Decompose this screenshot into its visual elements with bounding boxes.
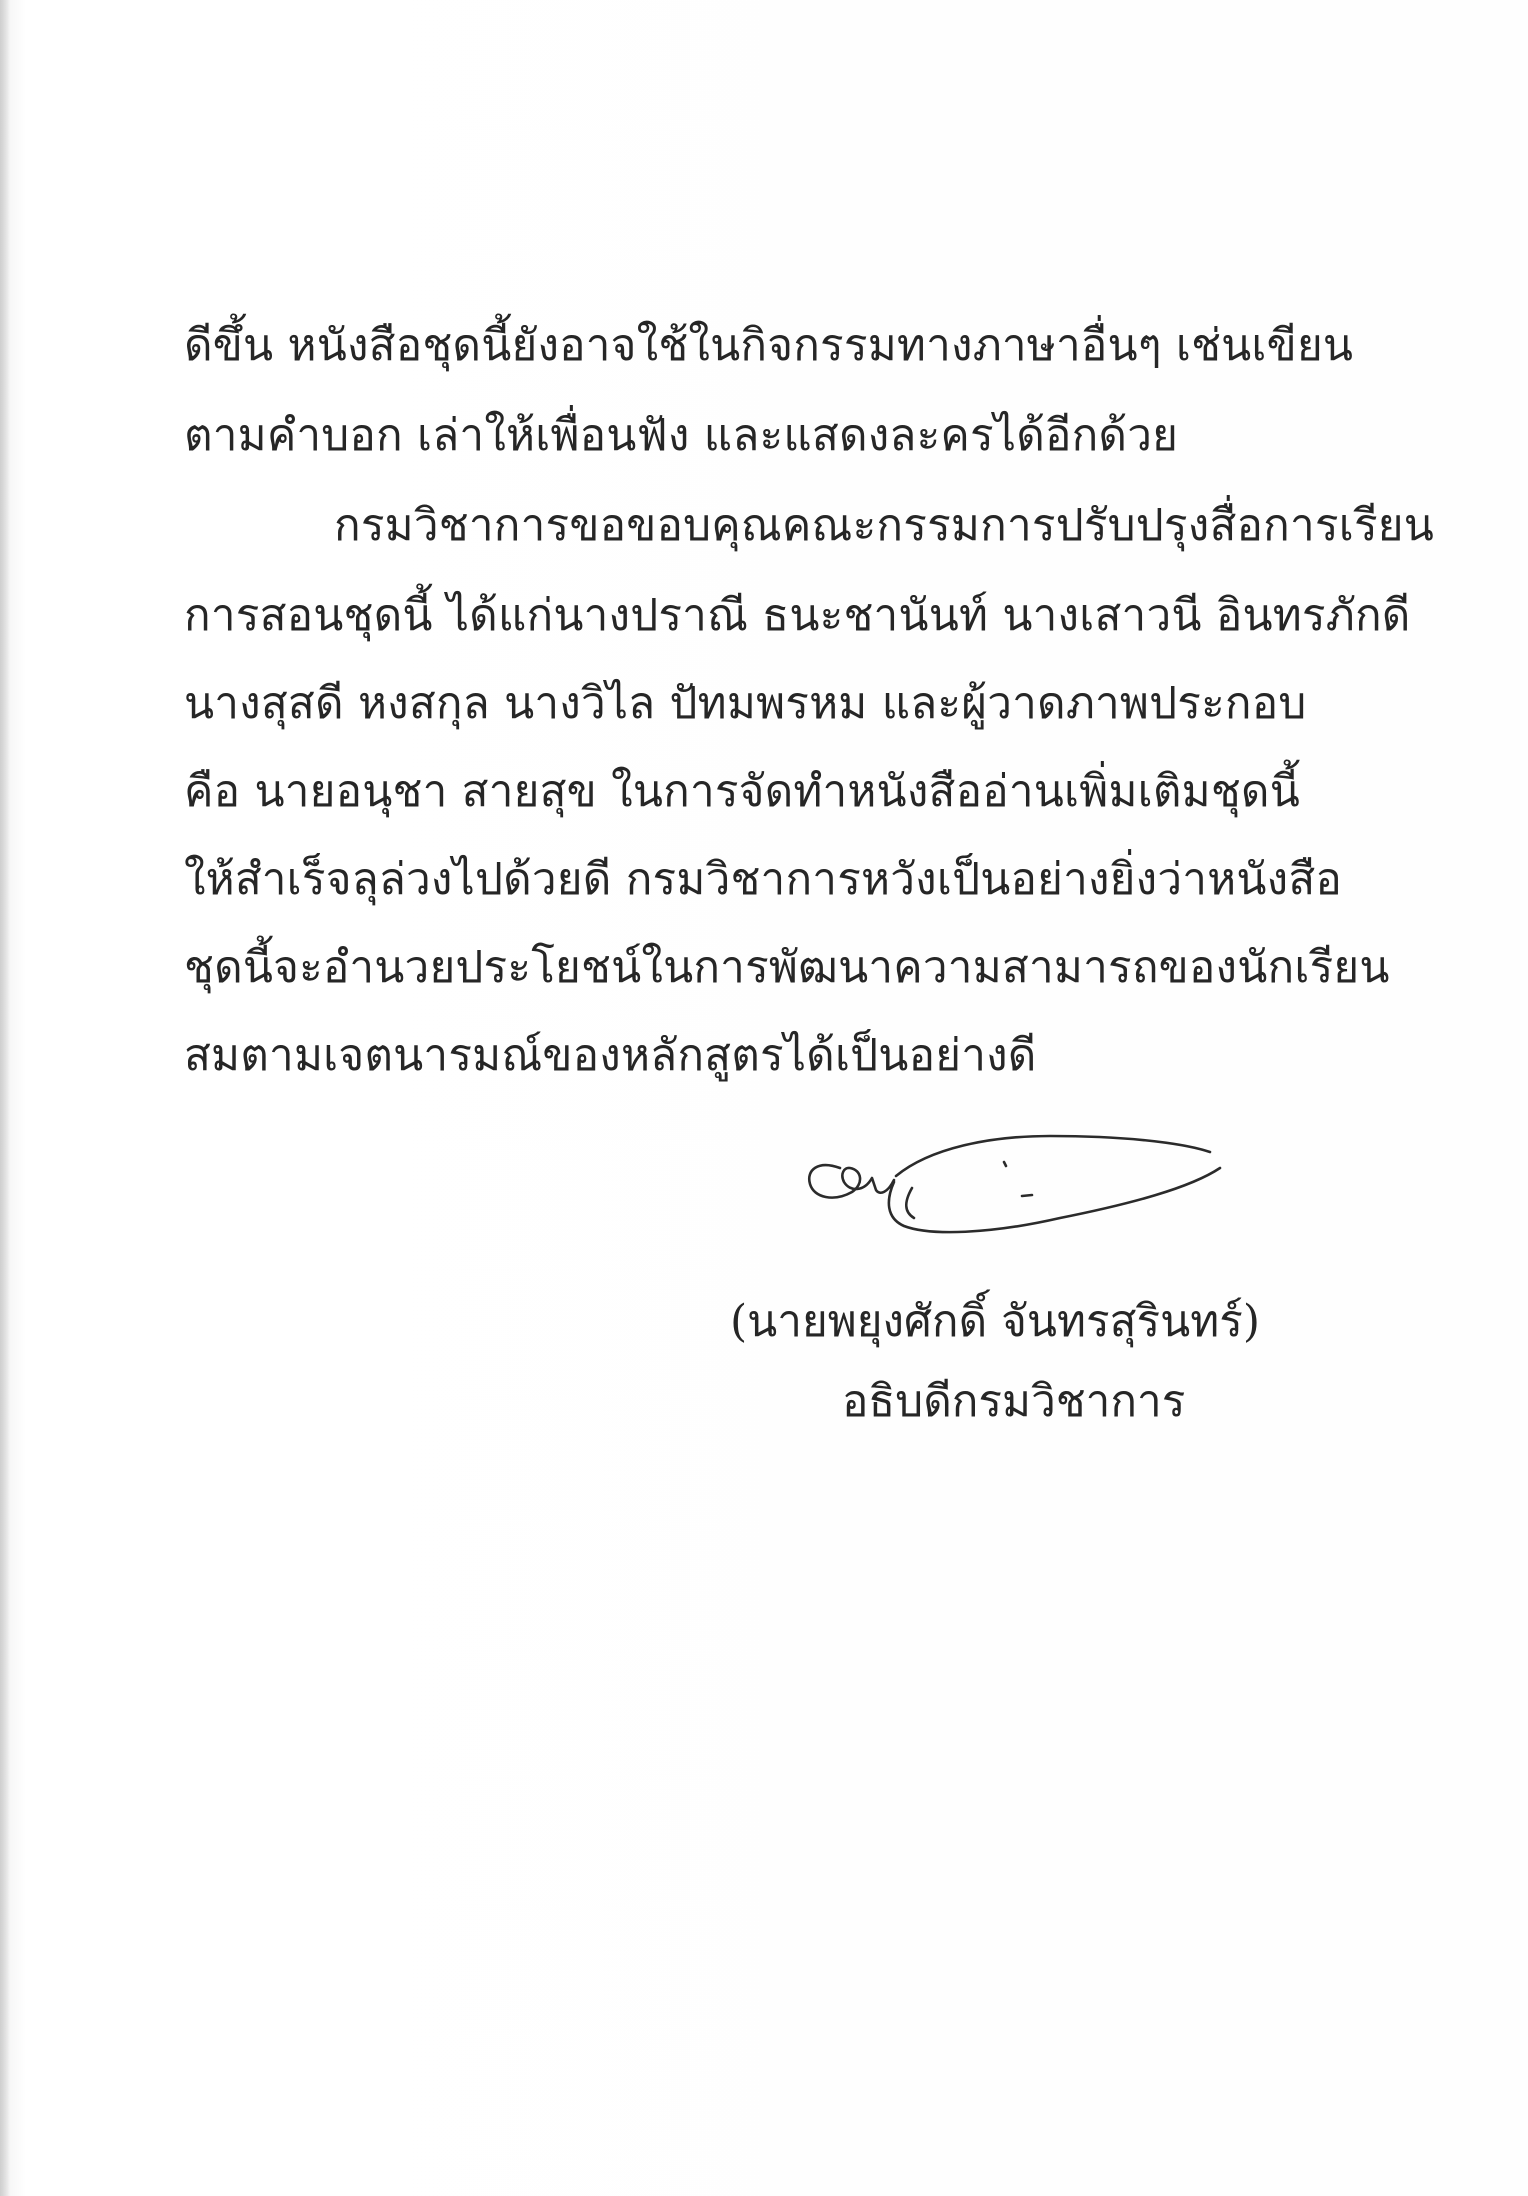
page-binding-shadow [0, 0, 10, 2196]
handwritten-signature [800, 1108, 1240, 1248]
body-line-5: นางสุสดี หงสกุล นางวิไล ปัทมพรหม และผู้วาดภาพประกอบ [184, 678, 1307, 729]
body-line-4: การสอนชุดนี้ ได้แก่นางปราณี ธนะชานันท์ นางเสาวนี อินทรภักดี [184, 590, 1411, 641]
body-line-8: ชุดนี้จะอำนวยประโยชน์ในการพัฒนาความสามารถของนักเรียน [184, 942, 1390, 993]
body-line-1: ดีขึ้น หนังสือชุดนี้ยังอาจใช้ในกิจกรรมทางภาษาอื่นๆ เช่นเขียน [184, 320, 1354, 371]
body-line-6: คือ นายอนุชา สายสุข ในการจัดทำหนังสืออ่านเพิ่มเติมชุดนี้ [184, 766, 1300, 817]
body-line-7: ให้สำเร็จลุล่วงไปด้วยดี กรมวิชาการหวังเป็นอย่างยิ่งว่าหนังสือ [184, 854, 1343, 905]
body-line-9: สมตามเจตนารมณ์ของหลักสูตรได้เป็นอย่างดี [184, 1030, 1037, 1081]
signer-position: อธิบดีกรมวิชาการ [842, 1376, 1186, 1427]
signer-name: (นายพยุงศักดิ์ จันทรสุรินทร์) [730, 1296, 1260, 1347]
body-line-3: กรมวิชาการขอขอบคุณคณะกรรมการปรับปรุงสื่อการเรียน [334, 500, 1435, 551]
body-line-2: ตามคำบอก เล่าให้เพื่อนฟัง และแสดงละครได้อีกด้วย [184, 410, 1179, 461]
